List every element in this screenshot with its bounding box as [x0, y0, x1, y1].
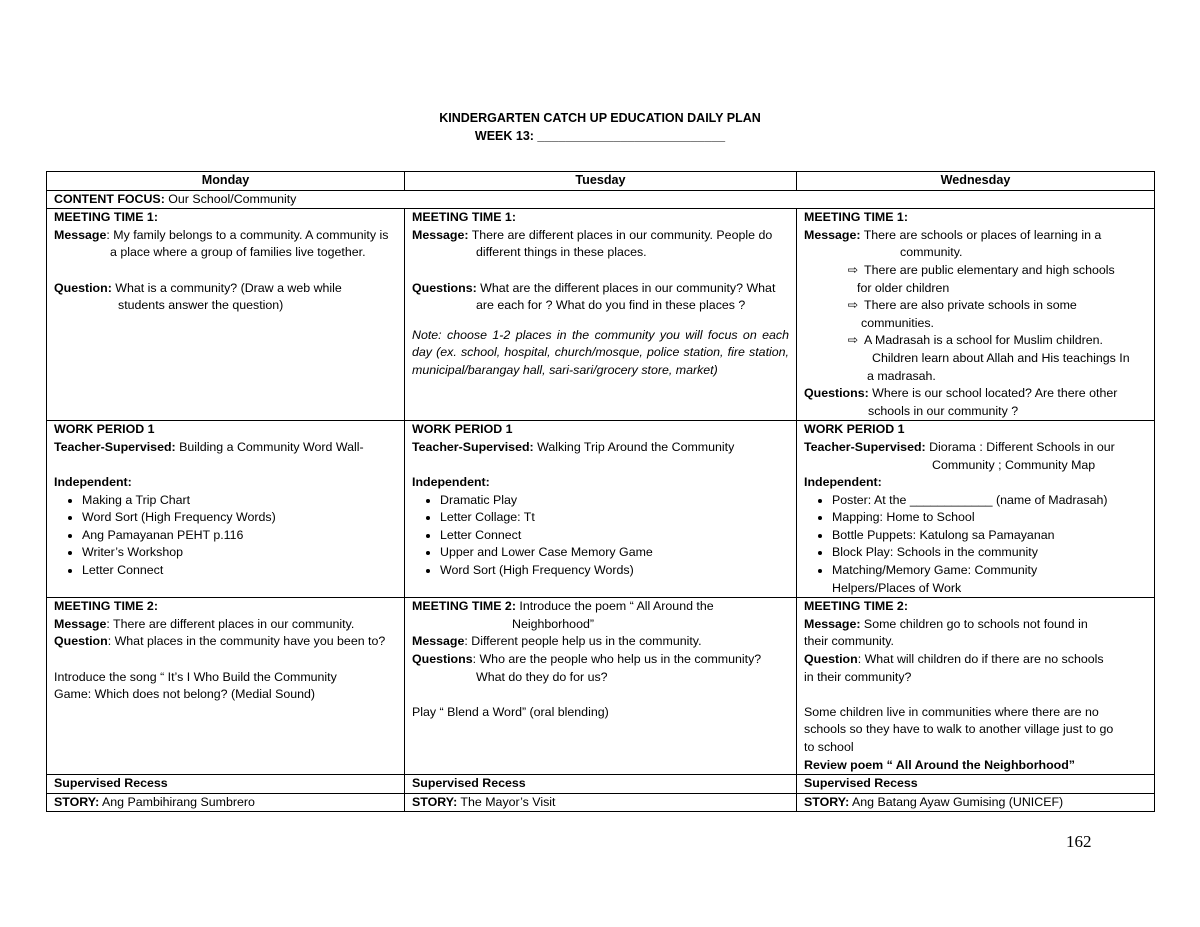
recess-row	[47, 775, 1155, 794]
teacher-supervised-text: Walking Trip Around the Community	[533, 439, 735, 454]
story-monday	[47, 793, 405, 812]
work-period-heading: WORK PERIOD 1	[412, 422, 513, 437]
question-text: What is a community? (Draw a web while	[111, 280, 342, 295]
teacher-supervised-label: Teacher-Supervised:	[54, 439, 176, 454]
teacher-supervised-text-cont: Community ; Community Map	[932, 457, 1096, 472]
independent-label: Independent:	[412, 475, 490, 490]
meeting1-monday-cell	[47, 209, 405, 421]
list-item: • Making a Trip Chart	[82, 492, 397, 510]
list-item: • Matching/Memory Game: Community Helpers/Places of Work	[832, 562, 1147, 597]
teacher-supervised-text: Building a Community Word Wall-	[175, 439, 364, 454]
story-title: Ang Pambihirang Sumbrero	[99, 794, 255, 809]
content-focus-row	[47, 190, 1155, 209]
intro-poem-text-cont: Neighborhood”	[512, 616, 594, 631]
meeting1-tuesday-cell	[405, 209, 797, 421]
song-text: Introduce the song “ It’s I Who Build the Community	[54, 669, 337, 684]
story-title: Ang Batang Ayaw Gumising (UNICEF)	[849, 794, 1064, 809]
meeting2-tuesday-cell	[405, 598, 797, 775]
meeting2-heading: MEETING TIME 2:	[54, 599, 158, 614]
arrow-item: ⇨ There are also private schools in some	[804, 297, 1147, 315]
question-label: Question	[54, 634, 108, 649]
meeting1-heading: MEETING TIME 1:	[804, 210, 908, 225]
work-period-row	[47, 421, 1155, 598]
question-text: : What will children do if there are no schools	[857, 652, 1104, 667]
meeting2-heading: MEETING TIME 2:	[804, 599, 908, 614]
message-text: : There are different places in our community.	[106, 616, 355, 631]
meeting2-heading: MEETING TIME 2:	[412, 599, 516, 614]
story-title: The Mayor’s Visit	[457, 794, 556, 809]
document-title: KINDERGARTEN CATCH UP EDUCATION DAILY PLAN	[439, 111, 761, 125]
content-focus-cell	[47, 190, 1155, 209]
independent-label: Independent:	[54, 475, 132, 490]
column-header-monday: Monday	[47, 172, 405, 191]
list-item: • Word Sort (High Frequency Words)	[440, 562, 789, 580]
list-item: • Word Sort (High Frequency Words)	[82, 509, 397, 527]
arrow-icon: ⇨	[847, 262, 858, 277]
message-text: Some children go to schools not found in	[860, 616, 1088, 631]
question-label: Question:	[54, 280, 112, 295]
message-label: Message	[54, 616, 107, 631]
column-header-wednesday: Wednesday	[797, 172, 1155, 191]
recess-wednesday: Supervised Recess	[797, 775, 1155, 794]
list-item: • Bottle Puppets: Katulong sa Pamayanan	[832, 527, 1147, 545]
question-text-cont: students answer the question)	[118, 298, 284, 313]
story-wednesday	[797, 793, 1155, 812]
recess-monday: Supervised Recess	[47, 775, 405, 794]
intro-poem-text: Introduce the poem “ All Around the	[515, 599, 714, 614]
arrow-item: ⇨ There are public elementary and high schools	[804, 262, 1147, 280]
work-tuesday-cell	[405, 421, 797, 598]
list-item: • Letter Connect	[82, 562, 397, 580]
recess-tuesday: Supervised Recess	[405, 775, 797, 794]
daily-plan-table	[46, 171, 1155, 812]
work-period-heading: WORK PERIOD 1	[804, 422, 905, 437]
column-header-tuesday: Tuesday	[405, 172, 797, 191]
work-wednesday-cell	[797, 421, 1155, 598]
meeting1-heading: MEETING TIME 1:	[54, 210, 158, 225]
arrow-item: ⇨ A Madrasah is a school for Muslim children.	[804, 332, 1147, 350]
message-label: Message	[412, 634, 465, 649]
page-number: 162	[1066, 832, 1092, 851]
questions-text: What are the different places in our community? What	[476, 280, 776, 295]
work-monday-cell	[47, 421, 405, 598]
note-text: Note: choose 1-2 places in the community you will focus on each day (ex. school, hospital, church/mosque, police station, fire station, municipal/barangay hall, sari-sari/grocery store, market)	[412, 327, 789, 377]
meeting2-wednesday-cell	[797, 598, 1155, 775]
work-period-heading: WORK PERIOD 1	[54, 422, 155, 437]
teacher-supervised-text: Diorama : Different Schools in our	[925, 439, 1115, 454]
meeting-time-1-row	[47, 209, 1155, 421]
independent-list	[804, 492, 1147, 598]
play-text: Play “ Blend a Word” (oral blending)	[412, 704, 609, 719]
game-text: Game: Which does not belong? (Medial Sound)	[54, 687, 316, 702]
story-label: STORY:	[54, 794, 100, 809]
content-focus-label: CONTENT FOCUS:	[54, 191, 165, 206]
list-item: • Letter Collage: Tt	[440, 509, 789, 527]
independent-label: Independent:	[804, 475, 882, 490]
arrow-icon: ⇨	[847, 298, 858, 313]
questions-text-cont: What do they do for us?	[476, 669, 608, 684]
message-text-cont: community.	[900, 245, 963, 260]
story-row	[47, 793, 1155, 812]
message-text-cont: a place where a group of families live together.	[110, 245, 366, 260]
paragraph-text: to school	[804, 740, 854, 754]
story-label: STORY:	[804, 794, 850, 809]
list-item: • Block Play: Schools in the community	[832, 544, 1147, 562]
question-text-cont: in their community?	[804, 669, 912, 684]
story-tuesday	[405, 793, 797, 812]
list-item: • Dramatic Play	[440, 492, 789, 510]
message-text-cont: their community.	[804, 634, 894, 649]
message-text: There are schools or places of learning in a	[860, 227, 1102, 242]
questions-label: Questions	[412, 652, 473, 667]
story-label: STORY:	[412, 794, 458, 809]
message-label: Message:	[412, 227, 469, 242]
message-text: : Different people help us in the community.	[464, 634, 702, 649]
questions-text: : Who are the people who help us in the community?	[472, 652, 762, 667]
questions-text-cont: are each for ? What do you find in these places ?	[476, 298, 746, 313]
message-label: Message:	[804, 616, 861, 631]
independent-list	[412, 492, 789, 580]
list-item: • Upper and Lower Case Memory Game	[440, 544, 789, 562]
questions-label: Questions:	[804, 386, 869, 401]
list-item: • Poster: At the ____________ (name of Madrasah)	[832, 492, 1147, 510]
meeting2-monday-cell	[47, 598, 405, 775]
questions-label: Questions:	[412, 280, 477, 295]
message-label: Message	[54, 227, 107, 242]
week-label: WEEK 13: ___________________________	[474, 129, 726, 143]
list-item: • Letter Connect	[440, 527, 789, 545]
independent-list	[54, 492, 397, 580]
day-header-row	[47, 172, 1155, 191]
paragraph-text: schools so they have to walk to another village just to go	[804, 722, 1114, 737]
message-label: Message:	[804, 227, 861, 242]
questions-text: Where is our school located? Are there other	[868, 386, 1118, 401]
paragraph-text: Some children live in communities where there are no	[804, 704, 1099, 719]
list-item: • Ang Pamayanan PEHT p.116	[82, 527, 397, 545]
review-poem-text: Review poem “ All Around the Neighborhood”	[804, 757, 1075, 772]
meeting1-heading: MEETING TIME 1:	[412, 210, 516, 225]
arrow-icon: ⇨	[847, 333, 858, 348]
meeting1-wednesday-cell: MEETING TIME 1: Message: There are schools or places of learning in a community. ⇨ There are public elementary and high schools for older children ⇨ There are also private schools in some communities. ⇨ A Madrasah is a school for Muslim children. Children learn about Allah and His teachings In a madrasah. Questions: Where is our school located? Are there other schools in our community ?	[797, 209, 1155, 421]
questions-text-cont: schools in our community ?	[868, 403, 1019, 418]
question-text: : What places in the community have you been to?	[107, 634, 386, 649]
meeting-time-2-row	[47, 598, 1155, 775]
message-text: : My family belongs to a community. A community is	[106, 227, 389, 242]
teacher-supervised-label: Teacher-Supervised:	[412, 439, 534, 454]
list-item: • Mapping: Home to School	[832, 509, 1147, 527]
content-focus-value: Our School/Community	[164, 191, 297, 206]
question-label: Question	[804, 652, 858, 667]
teacher-supervised-label: Teacher-Supervised:	[804, 439, 926, 454]
list-item: • Writer’s Workshop	[82, 544, 397, 562]
message-text: There are different places in our community. People do	[468, 227, 773, 242]
message-text-cont: different things in these places.	[476, 245, 647, 260]
